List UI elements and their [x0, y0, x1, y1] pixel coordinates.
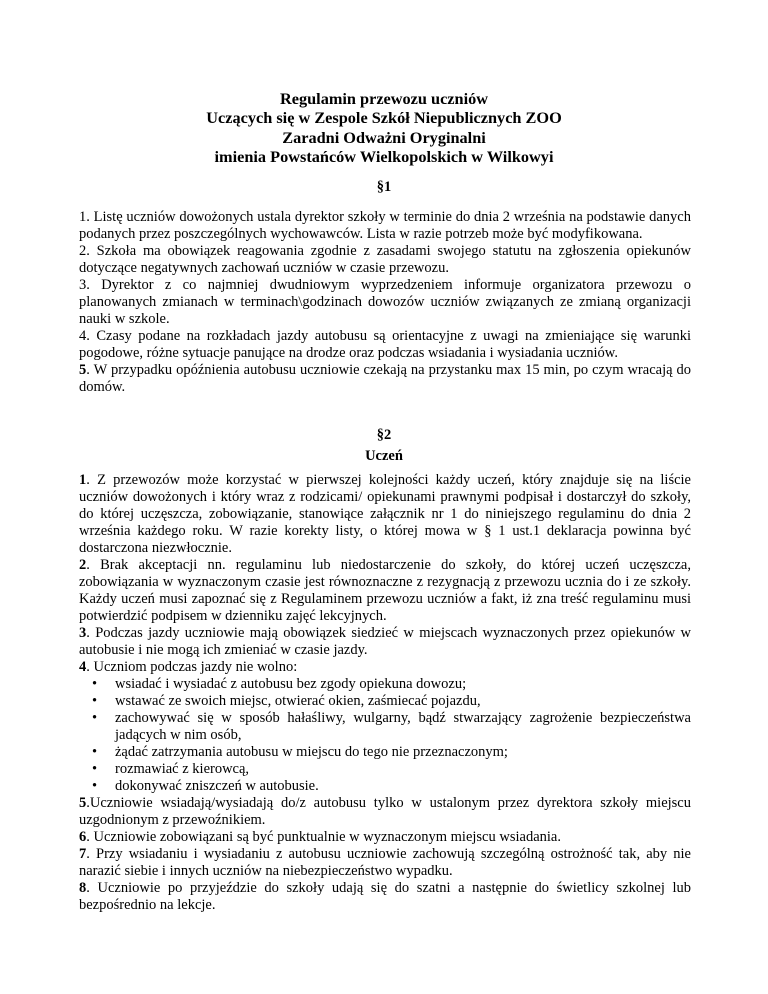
s2-paragraph-7: 7. Przy wsiadaniu i wysiadaniu z autobusu uczniowie zachowują szczególną ostrożność tak, aby nie narazić siebie i innych uczniów na niebezpieczeństwo wypadku. — [79, 846, 691, 879]
title-line-2: Uczących się w Zespole Szkół Niepublicznych ZOO — [206, 108, 562, 128]
s2-paragraph-3: 3. Podczas jazdy uczniowie mają obowiązek siedzieć w miejscach wyznaczonych przez opiekunów w autobusie i nie mogą ich zmieniać w czasie jazdy. — [79, 625, 691, 658]
prohibition-item: • rozmawiać z kierowcą, — [92, 761, 250, 777]
prohibitions-list — [79, 676, 691, 795]
s2-paragraph-6: 6. Uczniowie zobowiązani są być punktualnie w wyznaczonym miejscu wsiadania. — [79, 829, 561, 845]
section-1-heading: §1 — [376, 179, 392, 195]
s1-paragraph-1: 1. Listę uczniów dowożonych ustala dyrektor szkoły w terminie do dnia 2 września na podstawie danych podanych przez poszczególnych wychowawców. Lista w razie potrzeb może być modyfikowana. — [79, 209, 691, 242]
prohibition-item: • wstawać ze swoich miejsc, otwierać okien, zaśmiecać pojazdu, — [92, 693, 481, 709]
prohibition-item: • wsiadać i wysiadać z autobusu bez zgody opiekuna dowozu; — [92, 676, 467, 692]
section-2-subheading: Uczeń — [365, 448, 403, 464]
bullet-icon: • — [92, 693, 98, 709]
prohibition-item: • zachowywać się w sposób hałaśliwy, wulgarny, bądź stwarzający zagrożenie bezpieczeństwa jadących w nim osób, — [92, 710, 691, 743]
s1-paragraph-2: 2. Szkoła ma obowiązek reagowania zgodnie z zasadami swojego statutu na zgłoszenia opiekunów dotyczące negatywnych zachowań uczniów w czasie przewozu. — [79, 243, 691, 276]
bullet-icon: • — [92, 676, 98, 692]
s1-paragraph-3: 3. Dyrektor z co najmniej dwudniowym wyprzedzeniem informuje organizatora przewozu o planowanych zmianach w terminach\godzinach dowozów uczniów związanych ze zmianą organizacji nauki w szkole. — [79, 277, 691, 327]
s2-paragraph-2: 2. Brak akceptacji nn. regulaminu lub niedostarczenie do szkoły, do której uczeń uczęszcza, zobowiązania w wyznaczonym czasie jest równoznaczne z rezygnacją z przewozu ucznia do i ze szkoły. Każdy uczeń musi zapoznać się z Regulaminem przewozu uczniów a fakt, iż zna treść regulaminu musi potwierdzić podpisem w dzienniku zajęć lekcyjnych. — [79, 557, 691, 624]
bullet-icon: • — [92, 744, 98, 760]
prohibition-item: • żądać zatrzymania autobusu w miejscu do tego nie przeznaczonym; — [92, 744, 508, 760]
bullet-icon: • — [92, 710, 98, 726]
s2-paragraph-5: 5.Uczniowie wsiadają/wysiadają do/z autobusu tylko w ustalonym przez dyrektora szkoły miejscu uzgodnionym z przewoźnikiem. — [79, 795, 691, 828]
title-line-4: imienia Powstańców Wielkopolskich w Wilkowyi — [214, 147, 554, 167]
s1-paragraph-4: 4. Czasy podane na rozkładach jazdy autobusu są orientacyjne z uwagi na zmieniające się warunki pogodowe, różne sytuacje panujące na drodze oraz podczas wsiadania i wysiadania uczniów. — [79, 328, 691, 361]
s2-paragraph-1: 1. Z przewozów może korzystać w pierwszej kolejności każdy uczeń, który znajduje się na liście uczniów dowożonych i który wraz z rodzicami/ opiekunami prawnymi podpisał i dostarczył do szkoły, do której uczęszcza, zobowiązanie, stanowiące załącznik nr 1 do niniejszego regulaminu do dnia 2 września każdego roku. W razie korekty listy, o której mowa w § 1 ust.1 deklaracja powinna być dostarczona niezwłocznie. — [79, 472, 691, 556]
bullet-icon: • — [92, 761, 98, 777]
s1-paragraph-5: 5. W przypadku opóźnienia autobusu uczniowie czekają na przystanku max 15 min, po czym wracają do domów. — [79, 362, 691, 395]
s2-paragraph-4: 4. Uczniom podczas jazdy nie wolno: — [79, 659, 298, 675]
bullet-icon: • — [92, 778, 98, 794]
prohibition-item: • dokonywać zniszczeń w autobusie. — [92, 778, 319, 794]
s2-paragraph-8: 8. Uczniowie po przyjeździe do szkoły udają się do szatni a następnie do świetlicy szkolnej lub bezpośrednio na lekcje. — [79, 880, 691, 913]
section-2-heading: §2 — [376, 427, 392, 443]
title-line-1: Regulamin przewozu uczniów — [279, 89, 489, 108]
section-1-body — [79, 209, 691, 396]
title-line-3: Zaradni Odważni Oryginalni — [282, 127, 486, 147]
document-title — [0, 89, 768, 167]
section-2-body — [79, 472, 691, 914]
